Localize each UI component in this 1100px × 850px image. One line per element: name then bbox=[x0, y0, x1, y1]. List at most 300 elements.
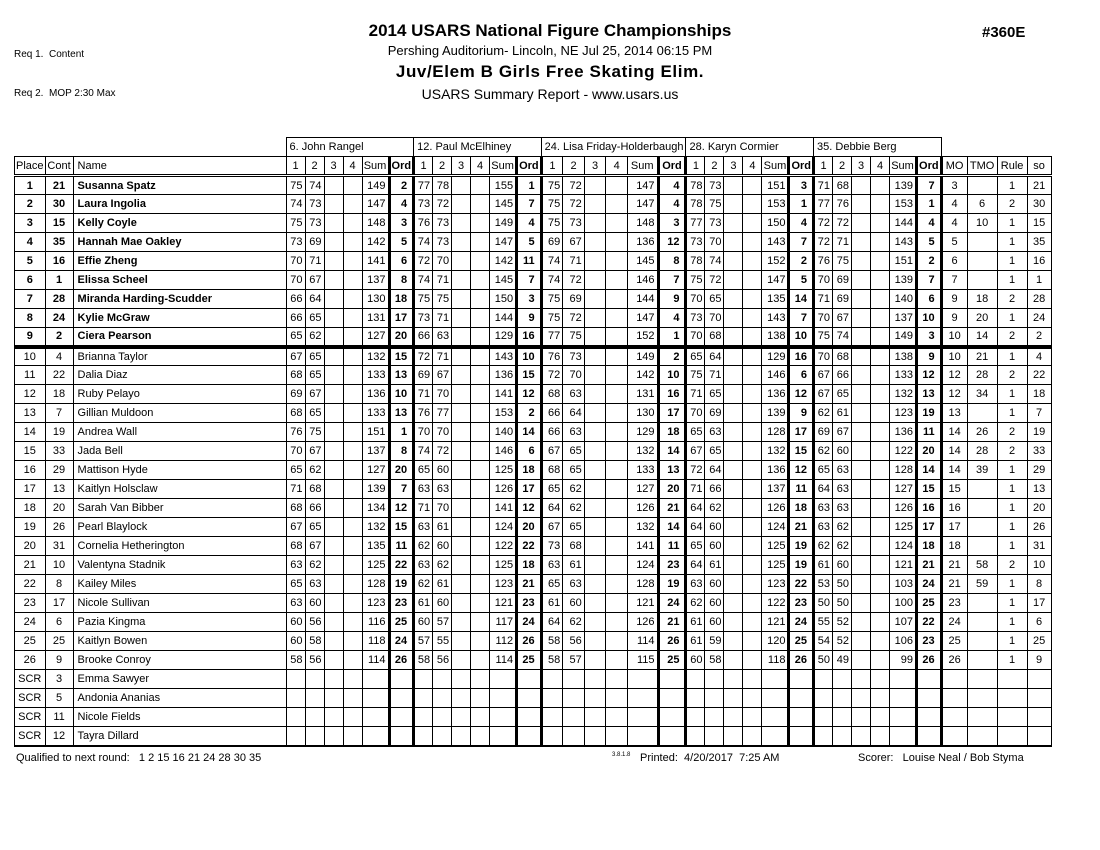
cell-j4-score3 bbox=[724, 670, 743, 689]
table-row bbox=[15, 271, 1052, 290]
cell-j3-ord: 7 bbox=[658, 271, 686, 290]
cell-j5-score3 bbox=[852, 233, 871, 252]
cell-place: SCR bbox=[15, 689, 46, 708]
cell-j4-score1: 67 bbox=[686, 442, 705, 461]
cell-j3-ord: 10 bbox=[658, 366, 686, 385]
cell-name: Valentyna Stadnik bbox=[73, 556, 286, 575]
cell-rule: 1 bbox=[997, 347, 1027, 366]
cell-mo: 6 bbox=[941, 252, 967, 271]
cell-j4-score3 bbox=[724, 195, 743, 214]
cell-j5-score2: 68 bbox=[833, 347, 852, 366]
cell-cont: 28 bbox=[45, 290, 73, 309]
cell-j3-ord: 3 bbox=[658, 214, 686, 233]
cell-j3-score1: 68 bbox=[541, 461, 563, 480]
cell-j4-score1 bbox=[686, 727, 705, 746]
cell-so: 24 bbox=[1027, 309, 1051, 328]
cell-j4-score3 bbox=[724, 556, 743, 575]
cell-j3-score2: 71 bbox=[563, 252, 585, 271]
cell-j2-score4 bbox=[471, 271, 490, 290]
cell-j4-score2: 65 bbox=[705, 442, 724, 461]
cell-j5-score1 bbox=[814, 689, 833, 708]
cell-j2-score2: 70 bbox=[433, 423, 452, 442]
cell-j5-ord: 13 bbox=[917, 385, 942, 404]
cell-name: Elissa Scheel bbox=[73, 271, 286, 290]
cell-j2-ord: 4 bbox=[517, 214, 542, 233]
cell-j3-score2: 65 bbox=[563, 442, 585, 461]
cell-j3-ord bbox=[658, 727, 686, 746]
cell-j1-score2: 73 bbox=[305, 214, 324, 233]
cell-j4-score1: 78 bbox=[686, 195, 705, 214]
cell-j2-score4 bbox=[471, 708, 490, 727]
header-judge4-2: 2 bbox=[705, 157, 724, 176]
cell-j2-score3 bbox=[452, 271, 471, 290]
cell-j2-sum: 126 bbox=[490, 480, 517, 499]
cell-j2-sum: 114 bbox=[490, 651, 517, 670]
cell-tmo: 39 bbox=[967, 461, 997, 480]
cell-j5-score1: 61 bbox=[814, 556, 833, 575]
cell-j4-score3 bbox=[724, 233, 743, 252]
cell-j1-score4 bbox=[343, 613, 362, 632]
cell-j1-sum: 128 bbox=[362, 575, 389, 594]
cell-j5-score3 bbox=[852, 404, 871, 423]
cell-rule: 1 bbox=[997, 575, 1027, 594]
cell-j1-score2: 67 bbox=[305, 271, 324, 290]
cell-j5-score1: 53 bbox=[814, 575, 833, 594]
cell-j1-sum: 141 bbox=[362, 252, 389, 271]
cell-j3-score2: 72 bbox=[563, 309, 585, 328]
cell-j1-score1: 67 bbox=[286, 518, 305, 537]
cell-j5-score4 bbox=[871, 252, 890, 271]
cell-j4-ord: 19 bbox=[789, 556, 814, 575]
cell-j2-score2: 60 bbox=[433, 537, 452, 556]
cell-j2-score3 bbox=[452, 632, 471, 651]
cell-rule: 2 bbox=[997, 290, 1027, 309]
cell-j1-sum: 148 bbox=[362, 214, 389, 233]
cell-j4-score1: 65 bbox=[686, 423, 705, 442]
cell-j5-ord: 22 bbox=[917, 613, 942, 632]
cell-j2-score3 bbox=[452, 385, 471, 404]
cell-j3-ord: 19 bbox=[658, 575, 686, 594]
cell-mo: 4 bbox=[941, 195, 967, 214]
cell-j1-score3 bbox=[324, 727, 343, 746]
cell-j3-ord bbox=[658, 708, 686, 727]
cell-j2-score2: 70 bbox=[433, 252, 452, 271]
cell-place: SCR bbox=[15, 670, 46, 689]
cell-j2-score3 bbox=[452, 575, 471, 594]
cell-tmo: 28 bbox=[967, 442, 997, 461]
cell-j2-ord: 26 bbox=[517, 632, 542, 651]
cell-j1-ord: 25 bbox=[389, 613, 414, 632]
cell-j4-score3 bbox=[724, 442, 743, 461]
cell-j3-score4 bbox=[606, 252, 628, 271]
cell-j4-sum: 128 bbox=[762, 423, 789, 442]
scorer-value: Louise Neal / Bob Styma bbox=[902, 752, 1024, 764]
cell-j4-score1: 65 bbox=[686, 347, 705, 366]
table-row bbox=[15, 556, 1052, 575]
cell-j3-score3 bbox=[584, 290, 606, 309]
cell-j5-score1: 75 bbox=[814, 328, 833, 347]
cell-j3-score3 bbox=[584, 499, 606, 518]
cell-cont: 21 bbox=[45, 176, 73, 195]
cell-j3-score1: 76 bbox=[541, 347, 563, 366]
cell-j5-sum: 151 bbox=[890, 252, 917, 271]
cell-j1-score2: 67 bbox=[305, 385, 324, 404]
cell-j5-score2: 71 bbox=[833, 233, 852, 252]
cell-place: 10 bbox=[15, 347, 46, 366]
table-row bbox=[15, 347, 1052, 366]
cell-j2-score4 bbox=[471, 461, 490, 480]
cell-j4-score2: 65 bbox=[705, 385, 724, 404]
cell-j3-sum: 114 bbox=[627, 632, 658, 651]
cell-j3-score4 bbox=[606, 176, 628, 195]
cell-j2-ord: 16 bbox=[517, 328, 542, 347]
cell-j1-score3 bbox=[324, 594, 343, 613]
cell-j4-score2: 71 bbox=[705, 366, 724, 385]
cell-name: Mattison Hyde bbox=[73, 461, 286, 480]
cell-j2-sum bbox=[490, 727, 517, 746]
cell-j3-score4 bbox=[606, 404, 628, 423]
cell-j4-score2: 59 bbox=[705, 632, 724, 651]
cell-j3-score2: 60 bbox=[563, 594, 585, 613]
cell-j2-sum: 147 bbox=[490, 233, 517, 252]
cell-j4-sum: 151 bbox=[762, 176, 789, 195]
cell-j1-sum: 142 bbox=[362, 233, 389, 252]
cell-j4-ord: 21 bbox=[789, 518, 814, 537]
cell-j1-score2: 75 bbox=[305, 423, 324, 442]
cell-j4-sum: 126 bbox=[762, 499, 789, 518]
cell-j4-score3 bbox=[724, 708, 743, 727]
cell-j4-score3 bbox=[724, 613, 743, 632]
cell-j3-score3 bbox=[584, 366, 606, 385]
req-line-2: Req 2. MOP 2:30 Max bbox=[14, 88, 116, 99]
cell-j1-score1: 73 bbox=[286, 233, 305, 252]
cell-cont: 15 bbox=[45, 214, 73, 233]
cell-j4-ord: 22 bbox=[789, 575, 814, 594]
cell-j5-score3 bbox=[852, 423, 871, 442]
cell-j1-score3 bbox=[324, 442, 343, 461]
cell-j5-score4 bbox=[871, 328, 890, 347]
cell-j1-sum: 132 bbox=[362, 347, 389, 366]
judge-name-5: 35. Debbie Berg bbox=[814, 138, 942, 157]
cell-place: 20 bbox=[15, 537, 46, 556]
table-row bbox=[15, 385, 1052, 404]
cell-j2-score3 bbox=[452, 290, 471, 309]
cell-cont: 35 bbox=[45, 233, 73, 252]
cell-j4-score4 bbox=[743, 328, 762, 347]
cell-j3-score1: 74 bbox=[541, 252, 563, 271]
cell-j2-score3 bbox=[452, 651, 471, 670]
cell-tmo: 59 bbox=[967, 575, 997, 594]
cell-j3-score1 bbox=[541, 727, 563, 746]
cell-j1-ord bbox=[389, 708, 414, 727]
cell-j2-sum: 141 bbox=[490, 385, 517, 404]
cell-j1-score3 bbox=[324, 632, 343, 651]
cell-j1-score1: 58 bbox=[286, 651, 305, 670]
cell-j2-sum: 150 bbox=[490, 290, 517, 309]
cell-so: 18 bbox=[1027, 385, 1051, 404]
table-row bbox=[15, 404, 1052, 423]
cell-j4-sum: 125 bbox=[762, 556, 789, 575]
cell-j5-score3 bbox=[852, 575, 871, 594]
cell-j5-score1: 70 bbox=[814, 271, 833, 290]
cell-j4-score3 bbox=[724, 727, 743, 746]
cell-so: 21 bbox=[1027, 176, 1051, 195]
cell-j3-score2 bbox=[563, 670, 585, 689]
cell-j1-score1: 63 bbox=[286, 556, 305, 575]
cell-rule: 1 bbox=[997, 309, 1027, 328]
cell-j2-ord: 6 bbox=[517, 442, 542, 461]
cell-j2-score1: 65 bbox=[414, 461, 433, 480]
cell-j4-score2: 60 bbox=[705, 575, 724, 594]
cell-j2-ord: 20 bbox=[517, 518, 542, 537]
cell-j5-ord: 15 bbox=[917, 480, 942, 499]
cell-j1-score4 bbox=[343, 271, 362, 290]
cell-j3-sum: 121 bbox=[627, 594, 658, 613]
cell-j1-score3 bbox=[324, 328, 343, 347]
header-rule: Rule bbox=[997, 157, 1027, 176]
cell-j3-score3 bbox=[584, 404, 606, 423]
cell-j2-score1 bbox=[414, 727, 433, 746]
cell-j1-sum bbox=[362, 727, 389, 746]
cell-j3-ord: 21 bbox=[658, 499, 686, 518]
cell-j1-score3 bbox=[324, 613, 343, 632]
cell-j4-score4 bbox=[743, 575, 762, 594]
table-row bbox=[15, 537, 1052, 556]
cell-j2-sum: 117 bbox=[490, 613, 517, 632]
cell-j5-ord: 1 bbox=[917, 195, 942, 214]
cell-j1-sum: 139 bbox=[362, 480, 389, 499]
cell-j2-score3 bbox=[452, 195, 471, 214]
cell-j1-score3 bbox=[324, 404, 343, 423]
cell-j1-score4 bbox=[343, 556, 362, 575]
cell-j5-ord: 10 bbox=[917, 309, 942, 328]
cell-j5-score1: 63 bbox=[814, 518, 833, 537]
cell-j5-sum: 127 bbox=[890, 480, 917, 499]
cell-name: Susanna Spatz bbox=[73, 176, 286, 195]
header-judge5-1: 1 bbox=[814, 157, 833, 176]
cell-j3-score2: 65 bbox=[563, 461, 585, 480]
cell-tmo bbox=[967, 708, 997, 727]
table-row bbox=[15, 689, 1052, 708]
cell-j3-ord: 2 bbox=[658, 347, 686, 366]
cell-name: Cornelia Hetherington bbox=[73, 537, 286, 556]
table-row bbox=[15, 252, 1052, 271]
cell-cont: 19 bbox=[45, 423, 73, 442]
header-judge4-3: 3 bbox=[724, 157, 743, 176]
cell-j5-ord: 20 bbox=[917, 442, 942, 461]
cell-j3-sum: 130 bbox=[627, 404, 658, 423]
cell-j5-score3 bbox=[852, 176, 871, 195]
cell-name: Kelly Coyle bbox=[73, 214, 286, 233]
cell-j3-score2: 72 bbox=[563, 195, 585, 214]
cell-j2-score1: 62 bbox=[414, 537, 433, 556]
cell-j3-score1: 75 bbox=[541, 309, 563, 328]
cell-j1-score1: 75 bbox=[286, 214, 305, 233]
cell-place: SCR bbox=[15, 727, 46, 746]
cell-cont: 33 bbox=[45, 442, 73, 461]
cell-j3-score2: 73 bbox=[563, 214, 585, 233]
cell-j5-score4 bbox=[871, 347, 890, 366]
cell-j3-ord bbox=[658, 670, 686, 689]
cell-j2-score2 bbox=[433, 708, 452, 727]
cell-j1-sum: 130 bbox=[362, 290, 389, 309]
cell-rule: 1 bbox=[997, 404, 1027, 423]
cell-j2-score3 bbox=[452, 252, 471, 271]
cell-j2-score3 bbox=[452, 518, 471, 537]
cell-j5-ord: 11 bbox=[917, 423, 942, 442]
report-line: USARS Summary Report - www.usars.us bbox=[421, 86, 679, 102]
cell-j2-score4 bbox=[471, 632, 490, 651]
results-table bbox=[14, 137, 1052, 747]
cell-j3-score4 bbox=[606, 594, 628, 613]
cell-j4-score4 bbox=[743, 594, 762, 613]
cell-j1-score3 bbox=[324, 689, 343, 708]
cell-j4-sum: 152 bbox=[762, 252, 789, 271]
cell-j2-score4 bbox=[471, 651, 490, 670]
cell-j4-score1: 70 bbox=[686, 290, 705, 309]
table-row bbox=[15, 195, 1052, 214]
cell-j2-score2: 60 bbox=[433, 594, 452, 613]
judge-name-2: 12. Paul McElhiney bbox=[414, 138, 542, 157]
cell-j2-score1: 71 bbox=[414, 385, 433, 404]
cell-j3-score1: 74 bbox=[541, 271, 563, 290]
cell-j3-sum: 124 bbox=[627, 556, 658, 575]
cell-j5-sum: 149 bbox=[890, 328, 917, 347]
cell-cont: 17 bbox=[45, 594, 73, 613]
cell-j4-score4 bbox=[743, 252, 762, 271]
cell-j5-ord: 16 bbox=[917, 499, 942, 518]
cell-mo: 9 bbox=[941, 309, 967, 328]
cell-j5-score3 bbox=[852, 385, 871, 404]
header-judge3-1: 1 bbox=[541, 157, 563, 176]
cell-j1-sum: 133 bbox=[362, 404, 389, 423]
cell-j1-ord: 1 bbox=[389, 423, 414, 442]
cell-so bbox=[1027, 727, 1051, 746]
cell-j3-ord: 17 bbox=[658, 404, 686, 423]
cell-place: 22 bbox=[15, 575, 46, 594]
cell-j1-ord: 4 bbox=[389, 195, 414, 214]
cell-j1-sum: 132 bbox=[362, 518, 389, 537]
cell-j5-score3 bbox=[852, 708, 871, 727]
cell-so: 35 bbox=[1027, 233, 1051, 252]
cell-j2-score1: 74 bbox=[414, 442, 433, 461]
cell-j1-score3 bbox=[324, 423, 343, 442]
cell-j1-score3 bbox=[324, 575, 343, 594]
cell-j5-score4 bbox=[871, 271, 890, 290]
cell-j5-score4 bbox=[871, 537, 890, 556]
cell-j2-score2: 73 bbox=[433, 233, 452, 252]
cell-j1-score1: 65 bbox=[286, 461, 305, 480]
header-judge2-4: 4 bbox=[471, 157, 490, 176]
cell-j2-score2: 71 bbox=[433, 271, 452, 290]
cell-j4-sum: 139 bbox=[762, 404, 789, 423]
cell-name: Hannah Mae Oakley bbox=[73, 233, 286, 252]
cell-j5-sum: 123 bbox=[890, 404, 917, 423]
cell-j3-score4 bbox=[606, 670, 628, 689]
cell-j1-ord: 23 bbox=[389, 594, 414, 613]
table-row bbox=[15, 423, 1052, 442]
cell-j5-score1: 62 bbox=[814, 404, 833, 423]
req-line-1: Req 1. Content bbox=[14, 49, 85, 60]
header-judge1-2: 2 bbox=[305, 157, 324, 176]
header-judge1-4: 4 bbox=[343, 157, 362, 176]
cell-name: Dalia Diaz bbox=[73, 366, 286, 385]
cell-j4-score1: 72 bbox=[686, 461, 705, 480]
judge-name-4: 28. Karyn Cormier bbox=[686, 138, 814, 157]
table-row bbox=[15, 366, 1052, 385]
cell-j1-score2: 67 bbox=[305, 537, 324, 556]
cell-mo: 14 bbox=[941, 442, 967, 461]
cell-j3-score1: 75 bbox=[541, 195, 563, 214]
cell-j3-score3 bbox=[584, 689, 606, 708]
cell-j2-score2: 77 bbox=[433, 404, 452, 423]
header-so: so bbox=[1027, 157, 1051, 176]
cell-j3-score2 bbox=[563, 708, 585, 727]
cell-j4-ord: 12 bbox=[789, 461, 814, 480]
cell-j4-score4 bbox=[743, 689, 762, 708]
cell-mo bbox=[941, 689, 967, 708]
cell-name: Pearl Blaylock bbox=[73, 518, 286, 537]
cell-j5-score2: 60 bbox=[833, 556, 852, 575]
cell-so: 22 bbox=[1027, 366, 1051, 385]
cell-j1-score4 bbox=[343, 537, 362, 556]
cell-j2-score1: 73 bbox=[414, 195, 433, 214]
cell-j1-score4 bbox=[343, 233, 362, 252]
cell-j1-score3 bbox=[324, 480, 343, 499]
cell-j5-score4 bbox=[871, 176, 890, 195]
cell-j4-score1: 70 bbox=[686, 404, 705, 423]
cell-j4-score4 bbox=[743, 442, 762, 461]
cell-j1-ord: 13 bbox=[389, 404, 414, 423]
cell-mo: 13 bbox=[941, 404, 967, 423]
cell-j3-score4 bbox=[606, 480, 628, 499]
cell-j3-score2: 62 bbox=[563, 480, 585, 499]
cell-j3-score1: 65 bbox=[541, 480, 563, 499]
cell-j5-ord: 4 bbox=[917, 214, 942, 233]
cell-tmo: 34 bbox=[967, 385, 997, 404]
cell-j1-ord: 10 bbox=[389, 385, 414, 404]
cell-j2-ord: 9 bbox=[517, 309, 542, 328]
cell-so bbox=[1027, 689, 1051, 708]
cell-j5-score1: 64 bbox=[814, 480, 833, 499]
cell-j4-ord: 17 bbox=[789, 423, 814, 442]
cell-j3-score2: 63 bbox=[563, 575, 585, 594]
cell-so: 2 bbox=[1027, 328, 1051, 347]
cell-j5-sum: 103 bbox=[890, 575, 917, 594]
cell-j2-score3 bbox=[452, 423, 471, 442]
cell-j4-score2: 73 bbox=[705, 176, 724, 195]
cell-j1-score1: 68 bbox=[286, 537, 305, 556]
cell-j3-ord: 24 bbox=[658, 594, 686, 613]
table-row bbox=[15, 651, 1052, 670]
cell-j1-score2: 65 bbox=[305, 366, 324, 385]
cell-j3-score2: 57 bbox=[563, 651, 585, 670]
cell-j4-ord: 11 bbox=[789, 480, 814, 499]
cell-j2-score2: 71 bbox=[433, 347, 452, 366]
cell-j5-score4 bbox=[871, 670, 890, 689]
cell-place: 26 bbox=[15, 651, 46, 670]
cell-j1-score1: 65 bbox=[286, 328, 305, 347]
judge-name-1: 6. John Rangel bbox=[286, 138, 414, 157]
cell-j5-score4 bbox=[871, 613, 890, 632]
cell-tmo: 6 bbox=[967, 195, 997, 214]
cell-rule: 1 bbox=[997, 233, 1027, 252]
cell-mo: 12 bbox=[941, 385, 967, 404]
cell-j5-sum bbox=[890, 708, 917, 727]
cell-j1-score3 bbox=[324, 537, 343, 556]
cell-j1-sum: 114 bbox=[362, 651, 389, 670]
cell-j4-sum bbox=[762, 670, 789, 689]
